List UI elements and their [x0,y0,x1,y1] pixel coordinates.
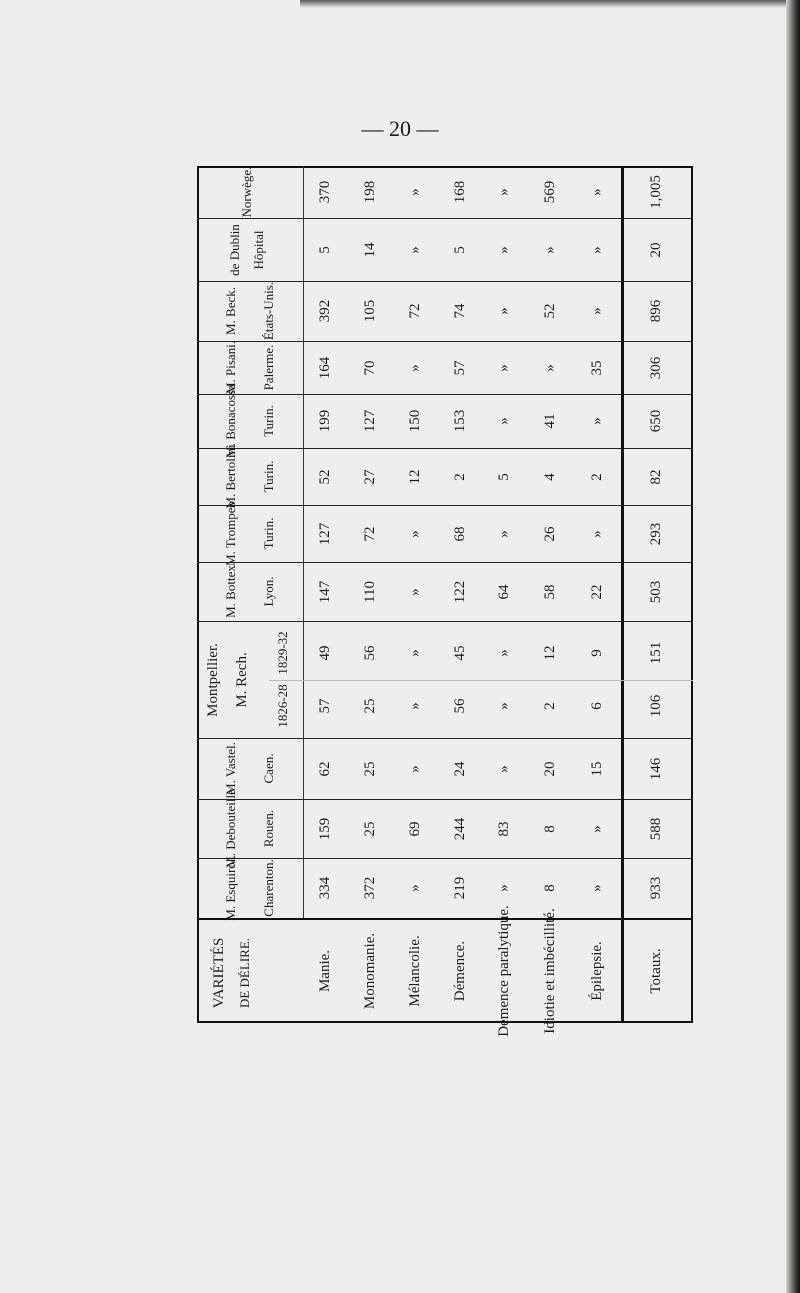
column-city-label: Turin. [261,460,276,493]
value-cell: 25 [361,821,378,836]
scan-shadow [300,0,786,8]
value-cell: » [588,884,605,892]
value-cell: » [588,188,605,196]
band-divider [197,394,693,395]
band-divider [197,621,693,622]
period-1826-28: 1826-28 [275,684,290,729]
value-cell: 106 [647,695,664,718]
column-city-label: Lyon. [261,576,276,607]
value-cell: » [406,648,423,657]
column-doctor-label: M. Pisani. [223,340,238,395]
value-cell: 5 [451,245,468,254]
band-divider [197,448,693,449]
value-cell: » [495,245,512,254]
value-cell: 150 [406,409,423,433]
column-doctor-label: M. Beck. [223,286,238,336]
value-cell: 83 [495,821,512,836]
column-city-label: États-Unis. [261,281,276,341]
value-cell: 244 [451,817,468,840]
value-cell: 127 [361,409,378,433]
value-cell: » [406,188,423,196]
value-cell: 334 [316,876,333,900]
value-cell: » [406,702,423,711]
value-cell: 650 [647,409,664,433]
row-label: Monomanie. [361,932,378,1009]
value-cell: 933 [647,876,664,900]
value-cell: 82 [647,469,664,484]
row-label: Démence. [451,940,468,1001]
band-divider [197,562,693,563]
value-cell: » [495,307,512,315]
value-cell: » [588,824,605,833]
value-cell: 72 [406,303,423,319]
value-cell: 70 [361,360,378,375]
value-cell: » [495,188,512,196]
column-city-label: Turin. [261,405,276,437]
row-label: Épilepsie. [588,940,605,1001]
value-cell: 110 [361,580,378,603]
band-divider [197,505,693,506]
column-doctor-label: M. Vastel. [223,742,238,795]
value-cell: » [406,363,423,372]
value-cell: 27 [361,469,378,484]
value-cell: 5 [316,245,333,254]
value-cell: » [588,307,605,315]
value-cell: 56 [361,645,378,661]
value-cell: 24 [451,761,468,776]
column-doctor-label: M. Esquirol. [223,855,238,921]
value-cell: 69 [406,821,423,836]
value-cell: 52 [541,303,558,319]
value-cell: 12 [406,469,423,484]
value-cell: » [588,529,605,538]
value-cell: » [406,529,423,538]
value-cell: 372 [361,876,378,900]
value-cell: 2 [451,472,468,481]
column-city-label: de Dublin [227,223,242,276]
value-cell: 199 [316,409,333,433]
totals-divider [621,166,624,1023]
value-cell: 15 [588,761,605,776]
value-cell: » [406,245,423,254]
value-cell: 25 [361,698,378,714]
value-cell: 20 [647,242,664,257]
row-label: Totaux. [647,947,664,994]
value-cell: 8 [541,824,558,833]
value-cell: 219 [451,876,468,900]
column-city-label: Turin. [261,517,276,550]
value-cell: 72 [361,526,378,541]
column-doctor-label: M. Trompeo [223,500,238,567]
value-cell: 293 [647,522,664,545]
column-doctor-label: M. Bertolini [223,444,238,509]
value-cell: » [541,363,558,372]
header-divider [303,166,304,918]
corner-subtitle: DE DÉLIRE. [237,937,252,1008]
varietes-divider [197,918,693,920]
band-divider [197,341,693,342]
band-divider [197,218,693,219]
value-cell: » [406,764,423,773]
value-cell: 8 [541,884,558,892]
value-cell: 147 [316,580,333,603]
value-cell: 1,005 [647,175,664,209]
column-city-label: Norwège. [239,166,254,218]
value-cell: 896 [647,299,664,323]
band-divider [197,738,693,739]
column-doctor-label: M. Bottex [223,565,238,618]
value-cell: » [541,245,558,254]
value-cell: 20 [541,761,558,776]
value-cell: 306 [647,356,664,379]
value-cell: 68 [451,526,468,541]
value-cell: » [588,417,605,425]
value-cell: 168 [451,180,468,204]
value-cell: 392 [316,299,333,323]
value-cell: 62 [316,761,333,776]
montpellier-doctor-label: M. Rech. [233,651,250,708]
value-cell: 6 [588,702,605,711]
value-cell: 58 [541,584,558,599]
value-cell: 74 [451,303,468,319]
value-cell: 35 [588,360,605,375]
row-label: Idiotie et imbécillité. [541,907,558,1034]
value-cell: 569 [541,180,558,204]
column-city-label: Caen. [261,753,276,784]
value-cell: 57 [451,360,468,375]
period-1829-32: 1829-32 [275,630,290,675]
column-city-label: Palerme. [261,344,276,391]
value-cell: 64 [495,584,512,599]
value-cell: » [495,764,512,773]
value-cell: 4 [541,472,558,481]
column-city-label: Hôpital [251,230,266,269]
page-number: — 20 — [361,116,439,141]
value-cell: 56 [451,698,468,714]
value-cell: 198 [361,180,378,204]
column-doctor-label: M. Bonacossa [223,384,238,458]
value-cell: 153 [451,409,468,433]
value-cell: 127 [316,522,333,545]
column-city-label: Rouen. [261,809,276,848]
value-cell: 503 [647,580,664,603]
value-cell: » [495,417,512,425]
value-cell: » [495,702,512,711]
value-cell: 370 [316,180,333,204]
book-binding-edge [786,0,800,1293]
value-cell: 26 [541,526,558,541]
value-cell: 2 [541,702,558,711]
band-divider [197,799,693,800]
value-cell: » [495,363,512,372]
corner-title: VARIÉTÉS [210,937,227,1008]
row-label: Démence paralytique. [495,904,512,1037]
value-cell: 151 [647,641,664,664]
value-cell: 14 [361,242,378,257]
value-cell: » [406,884,423,892]
value-cell: 22 [588,584,605,599]
value-cell: 25 [361,761,378,776]
value-cell: » [495,529,512,538]
value-cell: 2 [588,472,605,481]
value-cell: » [406,587,423,596]
column-city-label: Charenton. [261,859,276,917]
value-cell: 146 [647,757,664,780]
value-cell: 9 [588,648,605,657]
row-label: Manie. [316,949,333,992]
statistics-table [197,166,693,1037]
value-cell: 105 [361,299,378,323]
row-label: Mélancolie. [406,934,423,1007]
value-cell: 588 [647,817,664,840]
montpellier-city-label: Montpellier. [204,642,221,717]
value-cell: 122 [451,580,468,603]
value-cell: » [495,884,512,892]
value-cell: 41 [541,413,558,429]
value-cell: 57 [316,698,333,714]
value-cell: 164 [316,356,333,379]
value-cell: » [588,245,605,254]
value-cell: » [495,648,512,657]
value-cell: 45 [451,645,468,661]
value-cell: 5 [495,472,512,481]
value-cell: 159 [316,817,333,840]
value-cell: 12 [541,645,558,661]
column-doctor-label: M. Debouteille [223,789,238,868]
value-cell: 49 [316,645,333,661]
value-cell: 52 [316,469,333,484]
